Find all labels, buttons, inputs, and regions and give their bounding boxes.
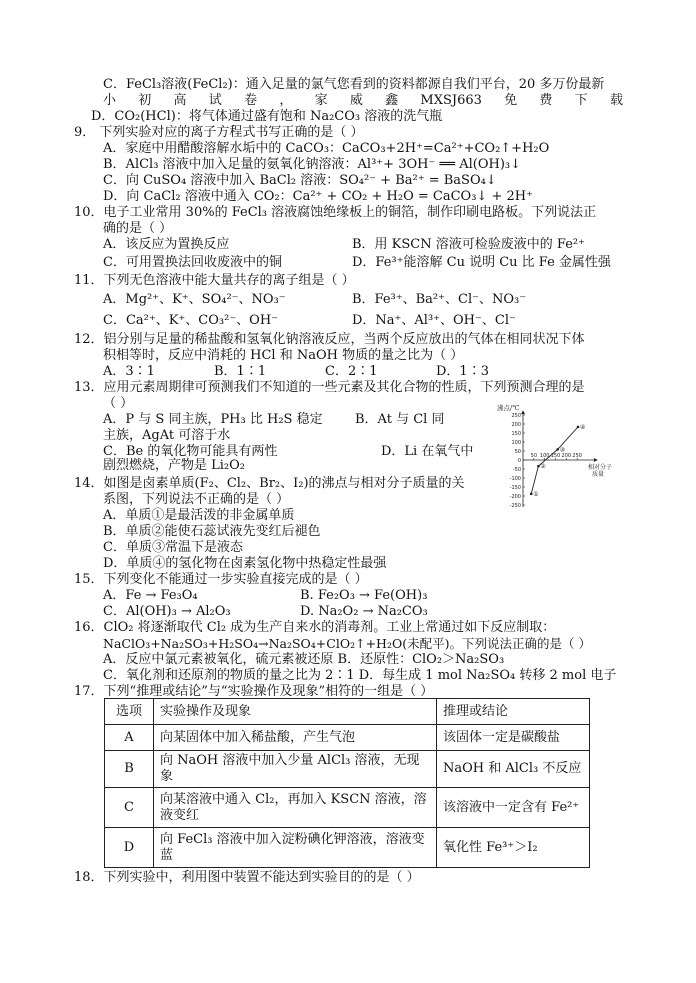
table-header-option: 选项	[105, 699, 154, 725]
table-cell-option: C	[105, 788, 154, 828]
q12-option-b: B．1∶1	[214, 364, 267, 379]
q12-option-d: D．1∶3	[436, 364, 489, 379]
chart-y-tick-label: -50	[512, 467, 521, 473]
question-12: 12．铝分别与足量的稀盐酸和氢氧化钠溶液反应，当两个反应放出的气体在相同状况下体	[74, 332, 585, 347]
chart-y-label: 沸点/℃	[497, 404, 520, 412]
table-cell-operation: 向 NaOH 溶液中加入少量 AlCl₃ 溶液，无现象	[154, 751, 437, 788]
question-14-cont: 系图，下列说法不正确的是（ ）	[103, 492, 290, 507]
chart-x-label: 相对分子质量	[588, 464, 613, 478]
q9-option-b: B．AlCl₃ 溶液中加入足量的氨氧化钠溶液：Al³⁺+ 3OH⁻ ══ Al(OH)₃↓	[103, 157, 522, 172]
question-17: 17．下列“推理或结论”与“实验操作及现象”相符的一组是（ ）	[74, 684, 434, 699]
q14-option-c: C．单质③常温下是液态	[103, 540, 243, 555]
table-cell-operation: 向 FeCl₃ 溶液中加入淀粉碘化钾溶液，溶液变蓝	[154, 828, 437, 868]
q15-option-b: B. Fe₂O₃ → Fe(OH)₃	[300, 588, 428, 603]
watermark-word: 免	[504, 93, 518, 108]
chart-y-tick-label: 0	[517, 458, 521, 464]
chart-point	[556, 448, 559, 451]
table-cell-option: A	[105, 725, 154, 751]
q10-option-c: C．可用置换法回收废液中的铜	[103, 255, 282, 270]
table-header-operation: 实验操作及现象	[154, 699, 437, 725]
table-row	[105, 751, 590, 788]
chart-y-tick-label: -100	[509, 476, 521, 482]
chart-y-tick-label: -150	[509, 485, 521, 491]
chart-y-tick-label: -250	[509, 503, 521, 509]
table-cell-operation: 向某溶液中通入 Cl₂，再加入 KSCN 溶液，溶液变红	[154, 788, 437, 828]
q17-table	[104, 698, 590, 868]
q9-option-c: C．向 CuSO₄ 溶液中加入 BaCl₂ 溶液：SO₄²⁻ + Ba²⁺ = BaSO₄↓	[103, 173, 497, 188]
watermark-word: ，	[279, 93, 293, 108]
table-cell-conclusion: 氧化性 Fe³⁺＞I₂	[437, 828, 590, 868]
question-13: 13．应用元素周期律可预测我们不知道的一些元素及其化合物的性质，下列预测合理的是	[74, 380, 585, 395]
chart-point	[537, 465, 540, 468]
chart-y-tick-label: -200	[509, 494, 521, 500]
chart-y-tick-label: 150	[511, 431, 521, 437]
q11-option-b: B．Fe³⁺、Ba²⁺、Cl⁻、NO₃⁻	[352, 292, 527, 307]
table-cell-operation: 向某固体中加入稀盐酸，产生气泡	[154, 725, 437, 751]
watermark-word: 费	[539, 93, 553, 108]
watermark-word: 威	[349, 93, 363, 108]
question-16-equation: NaClO₃+Na₂SO₃+H₂SO₄→Na₂SO₄+ClO₂↑+H₂O(未配平)。下列说法正确的是（ ）	[103, 636, 591, 651]
watermark-word: 试	[208, 93, 222, 108]
chart-x-tick-label: 150	[550, 453, 561, 459]
q10-option-d: D．Fe³⁺能溶解 Cu 说明 Cu 比 Fe 金属性强	[352, 255, 611, 270]
question-14: 14．如图是卤素单质(F₂、Cl₂、Br₂、I₂)的沸点与相对分子质量的关	[74, 476, 465, 491]
q15-option-d: D. Na₂O₂ → Na₂CO₃	[300, 604, 428, 619]
table-row	[105, 828, 590, 868]
chart-point	[530, 493, 533, 496]
chart-point-label: ②	[540, 463, 546, 471]
q14-option-d: D．单质④的氢化物在卤素氢化物中热稳定性最强	[103, 556, 387, 571]
q10-option-a: A．该反应为置换反应	[103, 237, 230, 252]
q11-option-c: C．Ca²⁺、K⁺、CO₃²⁻、OH⁻	[103, 313, 279, 328]
q15-option-a: A．Fe → Fe₃O₄	[103, 588, 198, 603]
chart-point-label: ④	[580, 423, 586, 431]
question-9: 9． 下列实验对应的离子方程式书写正确的是（ ）	[74, 125, 364, 140]
chart-point-label: ①	[533, 490, 539, 498]
question-10: 10．电子工业常用 30%的 FeCl₃ 溶液腐蚀绝缘板上的铜箔，制作印刷电路板。下列说法正	[74, 205, 597, 220]
table-row	[105, 788, 590, 828]
watermark-line	[103, 93, 623, 109]
q9-option-a: A．家庭中用醋酸溶解水垢中的 CaCO₃：CaCO₃+2H⁺=Ca²⁺+CO₂↑+H₂O	[103, 141, 550, 156]
q13-option-d-cont: 剧烈燃烧，产物是 Li₂O₂	[103, 458, 246, 473]
table-cell-conclusion: NaOH 和 AlCl₃ 不反应	[437, 751, 590, 788]
q12-option-c: C．2∶1	[325, 364, 378, 379]
question-16: 16．ClO₂ 将逐渐取代 Cl₂ 成为生产自来水的消毒剂。工业上常通过如下反应制取：	[74, 620, 556, 635]
chart-y-tick-label: 200	[511, 422, 521, 428]
table-cell-option: B	[105, 751, 154, 788]
q11-option-d: D．Na⁺、Al³⁺、OH⁻、Cl⁻	[352, 313, 516, 328]
table-header-conclusion: 推理或结论	[437, 699, 590, 725]
chart-y-tick-label: 250	[511, 413, 521, 419]
question-11: 11．下列无色溶液中能大量共存的离子组是（ ）	[74, 273, 355, 288]
table-cell-option: D	[105, 828, 154, 868]
q14-option-a: A．单质①是最活泼的非金属单质	[103, 508, 295, 523]
question-18: 18．下列实验中，利用图中装置不能达到实验目的的是（ ）	[74, 870, 420, 885]
q8-option-c: C．FeCl₃溶液(FeCl₂)：通入足量的氯气您看到的资料都源自我们平台，20 多万份最新	[103, 77, 605, 92]
q8-option-d: D．CO₂(HCl)：将气体通过盛有饱和 Na₂CO₃ 溶液的洗气瓶	[91, 109, 443, 124]
chart-x-tick-label: 200	[561, 453, 572, 459]
question-12-cont: 积相等时，反应中消耗的 HCl 和 NaOH 物质的量之比为（ ）	[103, 348, 464, 363]
table-cell-conclusion: 该固体一定是碳酸盐	[437, 725, 590, 751]
q13-option-c: C．Be 的氧化物可能具有两性	[103, 444, 278, 459]
question-10-cont: 确的是（ ）	[103, 221, 173, 236]
watermark-word: 初	[138, 93, 152, 108]
watermark-word: 卷	[244, 93, 258, 108]
table-cell-conclusion: 该溶液中一定含有 Fe²⁺	[437, 788, 590, 828]
watermark-word: 载	[609, 93, 623, 108]
watermark-word: 下	[574, 93, 588, 108]
chart-y-tick-label: 100	[511, 440, 521, 446]
chart-x-tick-label: 50	[530, 453, 538, 459]
chart-y-tick-label: 50	[514, 449, 521, 455]
watermark-word: 高	[173, 93, 187, 108]
q13-option-a: A．P 与 S 同主族，PH₃ 比 H₂S 稳定	[103, 412, 323, 427]
table-row	[105, 725, 590, 751]
q16-options-cd: C．氧化剂和还原剂的物质的量之比为 2∶1 D．每生成 1 mol Na₂SO₄ 转移 2 mol 电子	[103, 668, 617, 683]
q12-option-a: A．3∶1	[103, 364, 155, 379]
q13-option-b: B．At 与 Cl 同	[355, 412, 445, 427]
q10-option-b: B．用 KSCN 溶液可检验废液中的 Fe²⁺	[352, 237, 585, 252]
chart-point	[577, 426, 580, 429]
question-13-cont: （ ）	[103, 396, 134, 411]
q15-option-c: C．Al(OH)₃ → Al₂O₃	[103, 604, 231, 619]
chart-x-tick-label: 100	[539, 453, 550, 459]
chart-x-tick-label: 250	[572, 453, 582, 459]
watermark-word: 小	[103, 93, 117, 108]
q9-option-d: D．向 CaCl₂ 溶液中通入 CO₂：Ca²⁺ + CO₂ + H₂O = CaCO₃↓ + 2H⁺	[103, 189, 533, 204]
watermark-word: 鑫	[385, 93, 399, 108]
q13-option-b-cont: 主族，AgAt 可溶于水	[103, 428, 231, 443]
watermark-word: MXSJ663	[420, 93, 482, 108]
boiling-point-chart	[493, 403, 618, 515]
chart-point-label: ③	[559, 446, 566, 454]
q14-option-b: B．单质②能使石蕊试液先变红后褪色	[103, 524, 321, 539]
q16-options-ab: A．反应中氯元素被氧化，硫元素被还原 B．还原性：ClO₂＞Na₂SO₃	[103, 652, 505, 667]
q13-option-d: D．Li 在氧气中	[381, 444, 474, 459]
watermark-word: 家	[314, 93, 328, 108]
q11-option-a: A．Mg²⁺、K⁺、SO₄²⁻、NO₃⁻	[103, 292, 286, 307]
question-15: 15．下列变化不能通过一步实验直接完成的是（ ）	[74, 572, 368, 587]
